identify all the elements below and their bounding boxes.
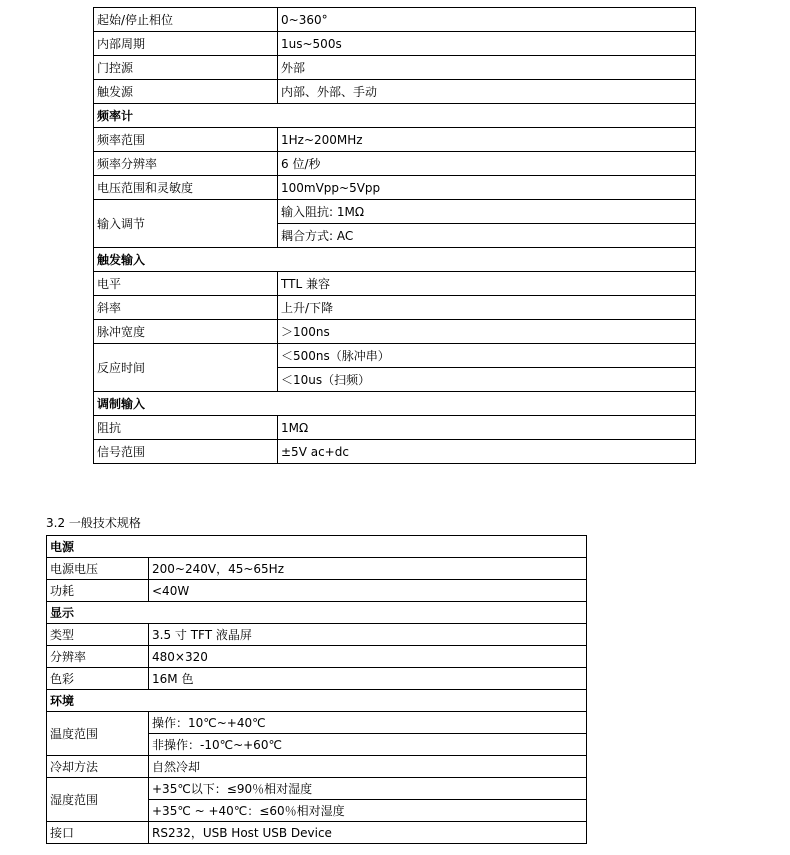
spec-value: +35℃以下：≤90％相对湿度 (149, 778, 587, 800)
spec-value: 16M 色 (149, 668, 587, 690)
spec-label: 电压范围和灵敏度 (94, 176, 278, 200)
spec-row (47, 778, 587, 800)
spec-row (47, 646, 587, 668)
spec-label: 频率分辨率 (94, 152, 278, 176)
spec-row (94, 320, 696, 344)
spec-label: 湿度范围 (47, 778, 149, 822)
spec-value: 输入阻抗: 1MΩ (278, 200, 696, 224)
spec-label: 斜率 (94, 296, 278, 320)
spec-label: 阻抗 (94, 416, 278, 440)
spec-row (94, 440, 696, 464)
section-row (47, 536, 587, 558)
section-title: 环境 (47, 690, 587, 712)
spec-value: TTL 兼容 (278, 272, 696, 296)
spec-value: 耦合方式: AC (278, 224, 696, 248)
spec-table-body (47, 536, 587, 844)
spec-value: 3.5 寸 TFT 液晶屏 (149, 624, 587, 646)
section-row (94, 248, 696, 272)
spec-value: <40W (149, 580, 587, 602)
spec-label: 色彩 (47, 668, 149, 690)
spec-value: ＞100ns (278, 320, 696, 344)
spec-label: 信号范围 (94, 440, 278, 464)
spec-row (94, 128, 696, 152)
spec-row (94, 272, 696, 296)
spec-row (47, 668, 587, 690)
spec-row (47, 624, 587, 646)
spec-label: 频率范围 (94, 128, 278, 152)
spec-value: ＜10us（扫频） (278, 368, 696, 392)
spec-row (94, 416, 696, 440)
spec-row (47, 558, 587, 580)
spec-value: 上升/下降 (278, 296, 696, 320)
spec-value: 自然冷却 (149, 756, 587, 778)
spec-label: 脉冲宽度 (94, 320, 278, 344)
spec-row (94, 32, 696, 56)
spec-value: 480×320 (149, 646, 587, 668)
spec-label: 起始/停止相位 (94, 8, 278, 32)
spec-label: 温度范围 (47, 712, 149, 756)
section-title: 频率计 (94, 104, 696, 128)
spec-row (47, 712, 587, 734)
spec-label: 电源电压 (47, 558, 149, 580)
spec-row (94, 200, 696, 224)
spec-row (47, 756, 587, 778)
spec-label: 冷却方法 (47, 756, 149, 778)
section-title: 显示 (47, 602, 587, 624)
spec-label: 接口 (47, 822, 149, 844)
spec-row (94, 152, 696, 176)
spec-row (94, 80, 696, 104)
spec-value: RS232，USB Host USB Device (149, 822, 587, 844)
spec-value: 非操作：-10℃~+60℃ (149, 734, 587, 756)
spec-value: 6 位/秒 (278, 152, 696, 176)
section-title: 电源 (47, 536, 587, 558)
section-title: 触发输入 (94, 248, 696, 272)
spec-row (94, 176, 696, 200)
spec-value: 外部 (278, 56, 696, 80)
section-row (94, 392, 696, 416)
spec-row (94, 56, 696, 80)
spec-table-signal (93, 7, 696, 464)
spec-value: ±5V ac+dc (278, 440, 696, 464)
section-row (47, 602, 587, 624)
spec-value: 100mVpp~5Vpp (278, 176, 696, 200)
spec-row (94, 296, 696, 320)
spec-value: +35℃ ~ +40℃：≤60％相对湿度 (149, 800, 587, 822)
spec-label: 内部周期 (94, 32, 278, 56)
spec-row (94, 8, 696, 32)
spec-label: 反应时间 (94, 344, 278, 392)
spec-label: 分辨率 (47, 646, 149, 668)
spec-value: 200~240V，45~65Hz (149, 558, 587, 580)
spec-label: 功耗 (47, 580, 149, 602)
spec-label: 类型 (47, 624, 149, 646)
spec-label: 输入调节 (94, 200, 278, 248)
spec-label: 触发源 (94, 80, 278, 104)
spec-value: 内部、外部、手动 (278, 80, 696, 104)
spec-table-body (94, 8, 696, 464)
spec-row (47, 822, 587, 844)
spec-label: 门控源 (94, 56, 278, 80)
spec-value: 0~360° (278, 8, 696, 32)
section-heading: 3.2 一般技术规格 (46, 516, 141, 530)
spec-label: 电平 (94, 272, 278, 296)
spec-row (47, 580, 587, 602)
spec-value: 1Hz~200MHz (278, 128, 696, 152)
section-row (94, 104, 696, 128)
spec-table-general (46, 535, 587, 844)
spec-value: 操作：10℃~+40℃ (149, 712, 587, 734)
spec-value: 1MΩ (278, 416, 696, 440)
section-title: 调制输入 (94, 392, 696, 416)
section-row (47, 690, 587, 712)
spec-value: ＜500ns（脉冲串） (278, 344, 696, 368)
spec-row (94, 344, 696, 368)
spec-value: 1us~500s (278, 32, 696, 56)
